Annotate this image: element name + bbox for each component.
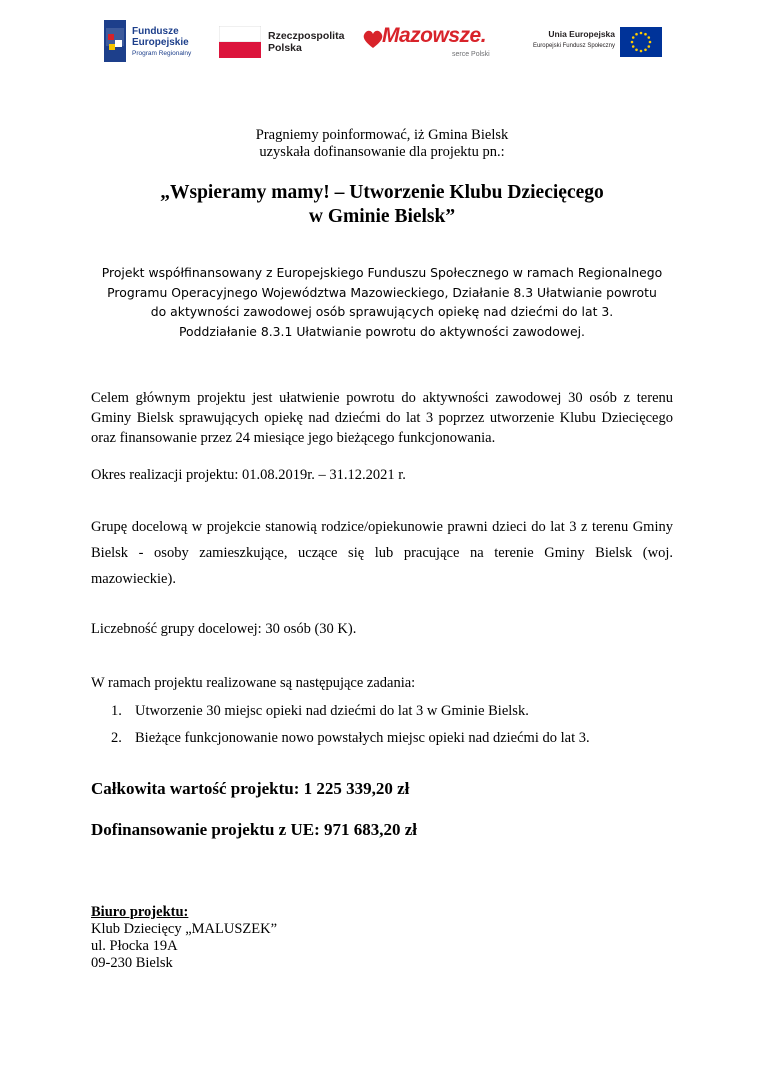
cofinance-line1: Projekt współfinansowany z Europejskiego Funduszu Społecznego w ramach Regionalnego — [101, 265, 663, 280]
eu-funding: Dofinansowanie projektu z UE: 971 683,20 zł — [91, 820, 417, 839]
cofinance-line4: Poddziałanie 8.3.1 Ułatwianie powrotu do aktywności zawodowej. — [179, 323, 585, 339]
list-item-number: 2. — [111, 730, 122, 746]
cofinance-line3: do aktywności zawodowej osób sprawujących opiekę nad dziećmi do lat 3. — [150, 304, 614, 319]
project-title-line2: w Gminie Bielsk” — [308, 206, 456, 227]
fundusze-europejskie-emblem-icon — [104, 20, 126, 62]
ue-line2: Europejski Fundusz Społeczny — [532, 43, 615, 49]
cofinance-note — [70, 263, 694, 341]
total-value: Całkowita wartość projektu: 1 225 339,20 zł — [91, 779, 410, 798]
list-item — [91, 725, 673, 752]
intro-line2: uzyskała dofinansowanie dla projektu pn.: — [259, 144, 505, 160]
ue-line1: Unia Europejska — [548, 29, 615, 39]
mazowsze-logo — [362, 20, 504, 62]
rp-line1: Rzeczpospolita — [268, 30, 345, 42]
project-goal: Celem głównym projektu jest ułatwienie powrotu do aktywności zawodowej 30 osób z terenu Gminy Bielsk sprawujących opiekę nad dziećmi do lat 3 poprzez utworzenie Klubu Dziecięcego oraz finansowanie przez 24 miesiące jego bieżącego funkcjonowania. — [91, 390, 673, 446]
list-item-text: Utworzenie 30 miejsc opieki nad dziećmi do lat 3 w Gminie Bielsk. — [135, 703, 529, 719]
tasks-intro: W ramach projektu realizowane są następujące zadania: — [91, 675, 416, 691]
eu-flag-icon — [620, 27, 662, 57]
intro-text — [91, 127, 673, 161]
unia-europejska-logo — [532, 20, 663, 62]
project-office — [91, 904, 673, 972]
fe-line2: Europejskie — [132, 37, 189, 48]
fundusze-europejskie-logo — [104, 20, 200, 62]
mazowsze-tagline: serce Polski — [452, 51, 490, 58]
rp-line2: Polska — [268, 42, 302, 54]
cofinance-line2: Programu Operacyjnego Województwa Mazowieckiego, Działanie 8.3 Ułatwianie powrotu — [107, 284, 657, 300]
list-item-number: 1. — [111, 703, 122, 719]
polish-flag-icon — [219, 26, 261, 58]
target-group: Grupę docelową w projekcie stanowią rodzice/opiekunowie prawni dzieci do lat 3 z terenu Gminy Bielsk - osoby zamieszkujące, uczące się lub pracujące na terenie Gminy Bielsk (woj. mazowieckie). — [91, 519, 673, 587]
fe-line3: Program Regionalny — [132, 50, 192, 57]
intro-line1: Pragniemy poinformować, iż Gmina Bielsk — [255, 127, 509, 143]
project-title — [91, 181, 673, 229]
heart-icon — [362, 28, 384, 50]
rzeczpospolita-polska-logo — [219, 20, 345, 62]
group-size: Liczebność grupy docelowej: 30 osób (30 K). — [91, 621, 357, 637]
list-item-text: Bieżące funkcjonowanie nowo powstałych miejsc opieki nad dziećmi do lat 3. — [135, 730, 590, 746]
project-period: Okres realizacji projektu: 01.08.2019r. – 31.12.2021 r. — [91, 467, 406, 483]
fe-line1: Fundusze — [132, 26, 179, 37]
list-item — [91, 698, 673, 725]
office-name: Klub Dziecięcy „MALUSZEK” — [91, 921, 278, 937]
office-street: ul. Płocka 19A — [91, 938, 178, 954]
tasks-list — [91, 698, 673, 752]
project-title-line1: „Wspieramy mamy! – Utworzenie Klubu Dziecięcego — [160, 182, 604, 203]
mazowsze-wordmark: Mazowsze. — [382, 24, 487, 47]
office-city: 09-230 Bielsk — [91, 955, 173, 971]
office-heading: Biuro projektu: — [91, 904, 189, 920]
